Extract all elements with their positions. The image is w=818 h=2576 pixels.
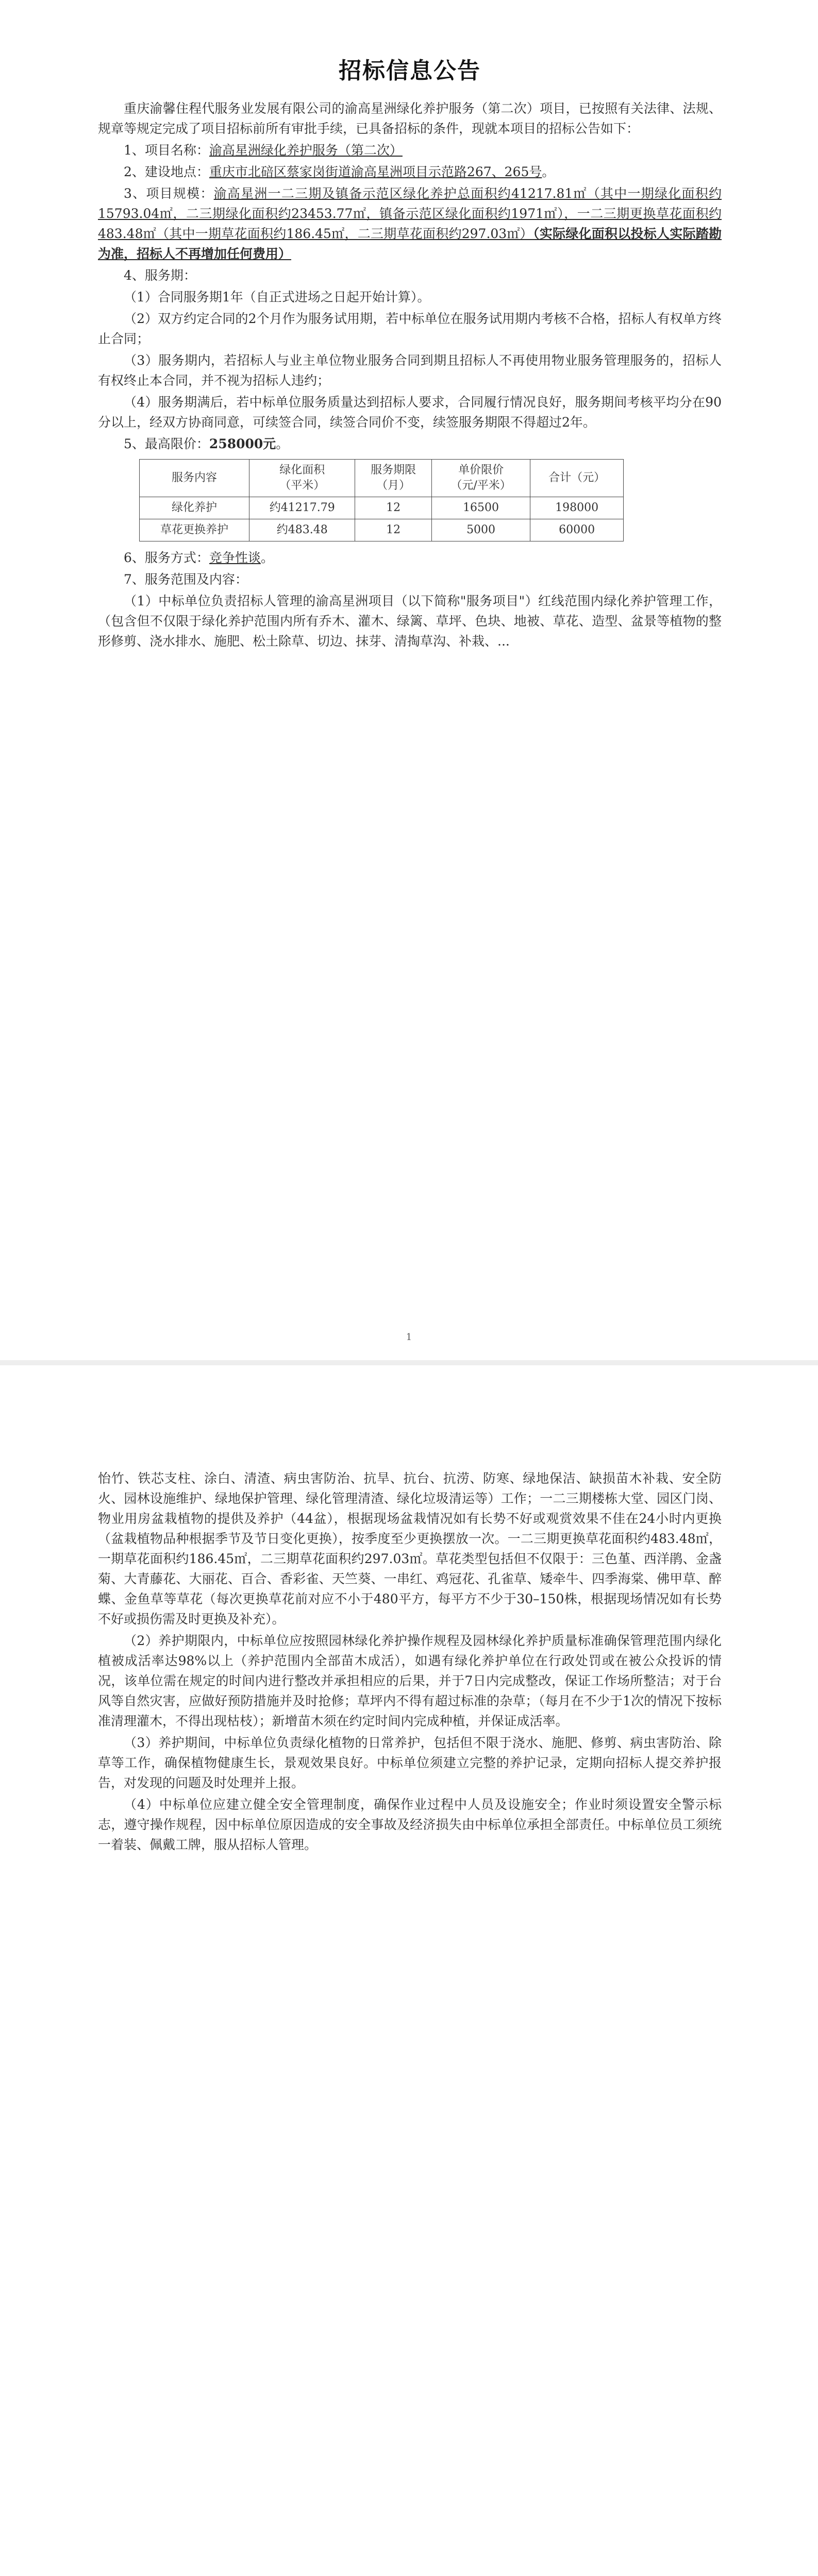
page-separator bbox=[0, 1360, 818, 1365]
service-period-2: （2）双方约定合同的2个月作为服务试用期，若中标单位在服务试用期内考核不合格，招标人有权单方终止合同； bbox=[98, 311, 722, 346]
table-cell: 60000 bbox=[530, 519, 624, 541]
location-address: 重庆市北碚区蔡家岗街道渝高星洲项目示范路267、265号 bbox=[209, 164, 542, 179]
location-line bbox=[98, 162, 722, 182]
scale-note: （实际绿化面积以投标人实际踏勘为准，招标人不再增加任何费用） bbox=[98, 226, 722, 261]
table-row bbox=[140, 519, 624, 541]
header-cell: 绿化面积 （平米） bbox=[249, 460, 355, 497]
header-cell: 服务期限 （月） bbox=[355, 460, 431, 497]
scope-item-1b: 怡竹、铁芯支柱、涂白、清渣、病虫害防治、抗旱、抗台、抗涝、防寒、绿地保洁、缺损苗木补栽、安全防火、园林设施维护、绿地保护管理、绿化管理清渣、绿化垃圾清运等）工作；一二三期楼栋大堂、园区门岗、物业用房盆栽植物的提供及养护（44盆），根据现场盆栽情况如有长势不好或观赏效果不佳在24小时内更换（盆栽植物品种根据季节及节日变化更换），按季度至少更换摆放一次。一二三期更换草花面积约483.48㎡，一期草花面积约186.45㎡，二三期草花面积约297.03㎡。草花类型包括但不仅限于：三色堇、西洋鹃、金盏菊、大青藤花、大丽花、百合、香彩雀、天竺葵、一串红、鸡冠花、孔雀草、矮牵牛、四季海棠、佛甲草、醉蝶、金鱼草等草花（每次更换草花前对应不小于480平方，每平方不少于30–150株，根据现场情况如有长势不好或损伤需及时更换及补充）。 bbox=[98, 1471, 722, 1626]
project-name-line bbox=[98, 140, 722, 160]
project-name: 渝高星洲绿化养护服务（第二次） bbox=[209, 143, 403, 158]
table-cell: 12 bbox=[355, 519, 431, 541]
page-1-content bbox=[98, 58, 722, 653]
table-cell: 5000 bbox=[431, 519, 530, 541]
scope-heading: 7、服务范围及内容： bbox=[124, 572, 248, 587]
table-cell: 草花更换养护 bbox=[140, 519, 249, 541]
scale-label: 3、项目规模： bbox=[124, 186, 214, 201]
table-cell: 12 bbox=[355, 497, 431, 519]
price-table-header bbox=[140, 460, 624, 497]
scope-item-2: （2）养护期限内，中标单位应按照园林绿化养护操作规程及园林绿化养护质量标准确保管理范围内绿化植被成活率达98%以上（养护范围内全部苗木成活），如遇有绿化养护单位在行政处罚或在被公众投诉的情况，该单位需在规定的时间内进行整改并承担相应的后果，并于7日内完成整改，保证工作场所整洁；对于台风等自然灾害，应做好预防措施并及时抢修；草坪内不得有超过标准的杂草；（每月在不少于1次的情况下按标准清理灌木，不得出现枯枝）；新增苗木须在约定时间内完成种植，并保证成活率。 bbox=[98, 1633, 722, 1728]
page-number: 1 bbox=[406, 1332, 412, 1343]
max-price-value: 258000元 bbox=[209, 436, 276, 451]
service-method-label: 6、服务方式： bbox=[124, 550, 209, 565]
header-cell: 单价限价 （元/平米） bbox=[431, 460, 530, 497]
announcement-title: 招标信息公告 bbox=[339, 58, 481, 84]
header-cell: 服务内容 bbox=[140, 460, 249, 497]
scope-item-4: （4）中标单位应建立健全安全管理制度，确保作业过程中人员及设施安全；作业时须设置安全警示标志，遵守操作规程，因中标单位原因造成的安全事故及经济损失由中标单位承担全部责任。中标单位员工须统一着装、佩戴工牌，服从招标人管理。 bbox=[98, 1797, 722, 1852]
project-name-label: 1、项目名称： bbox=[124, 143, 209, 158]
price-table bbox=[139, 459, 624, 541]
table-cell: 约41217.79 bbox=[249, 497, 355, 519]
service-method-value: 竞争性谈 bbox=[209, 550, 261, 565]
header-cell: 合计（元） bbox=[530, 460, 624, 497]
table-cell: 16500 bbox=[431, 497, 530, 519]
intro-paragraph: 重庆渝馨住程代服务业发展有限公司的渝高星洲绿化养护服务（第二次）项目，已按照有关法律、法规、规章等规定完成了项目招标前所有审批手续，已具备招标的条件，现就本项目的招标公告如下： bbox=[98, 101, 722, 136]
scope-item-1a: （1）中标单位负责招标人管理的渝高星洲项目（以下简称"服务项目"）红线范围内绿化养护管理工作，（包含但不仅限于绿化养护范围内所有乔木、灌木、绿篱、草坪、色块、地被、草花、造型、盆景等植物的整形修剪、浇水排水、施肥、松土除草、切边、抹芽、清掏草沟、补栽、... bbox=[98, 594, 722, 649]
table-cell: 约483.48 bbox=[249, 519, 355, 541]
page-2 bbox=[0, 1365, 818, 2576]
max-price-line bbox=[98, 434, 722, 454]
location-label: 2、建设地点： bbox=[124, 164, 209, 179]
scale-line bbox=[98, 183, 722, 264]
scope-item-3: （3）养护期间，中标单位负责绿化植物的日常养护，包括但不限于浇水、施肥、修剪、病虫害防治、除草等工作，确保植物健康生长，景观效果良好。中标单位须建立完整的养护记录，定期向招标人提交养护报告，对发现的问题及时处理并上报。 bbox=[98, 1735, 722, 1790]
max-price-label: 5、最高限价： bbox=[124, 436, 209, 451]
service-period-4: （4）服务期满后，若中标单位服务质量达到招标人要求，合同履行情况良好，服务期间考核平均分在90分以上，经双方协商同意，可续签合同，续签合同价不变，续签服务期限不得超过2年。 bbox=[98, 395, 722, 430]
service-method-line bbox=[98, 548, 722, 568]
table-cell: 198000 bbox=[530, 497, 624, 519]
table-row bbox=[140, 497, 624, 519]
table-cell: 绿化养护 bbox=[140, 497, 249, 519]
location-end: 。 bbox=[542, 164, 555, 179]
page-2-content bbox=[98, 1468, 722, 1856]
service-period-1: （1）合同服务期1年（自正式进场之日起开始计算）。 bbox=[124, 290, 430, 304]
max-price-end: 。 bbox=[276, 436, 289, 451]
service-period-heading: 4、服务期： bbox=[124, 268, 196, 283]
service-method-end: 。 bbox=[260, 550, 274, 565]
service-period-3: （3）服务期内，若招标人与业主单位物业服务合同到期且招标人不再使用物业服务管理服务的，招标人有权终止本合同，并不视为招标人违约； bbox=[98, 353, 722, 388]
scale-detail: 渝高星洲一二三期及镇备示范区绿化养护总面积约41217.81㎡（其中一期绿化面积约15793.04㎡，二三期绿化面积约23453.77㎡，镇备示范区绿化面积约1971㎡），一二三期更换草花面积约483.48㎡（其中一期草花面积约186.45㎡，二三期草花面积约297.03㎡） bbox=[98, 186, 722, 241]
